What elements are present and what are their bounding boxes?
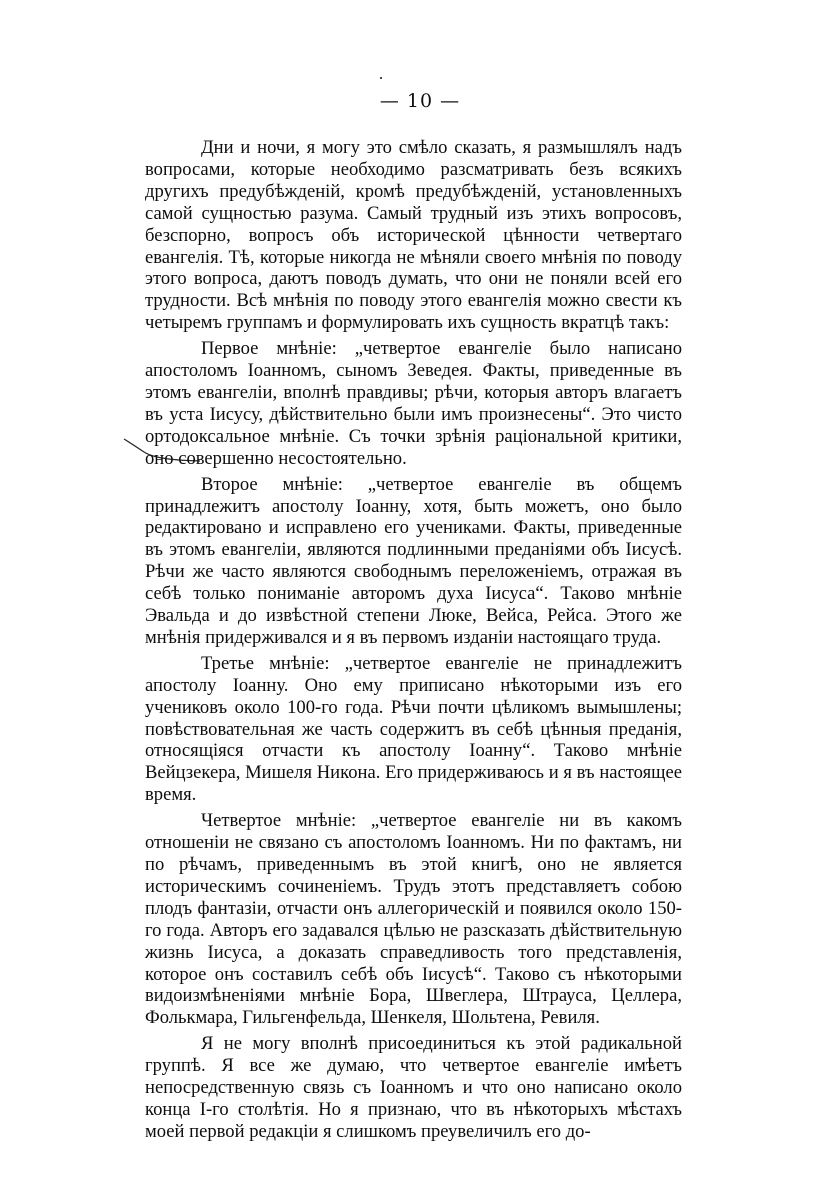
paragraph-intro: Дни и ночи, я могу это смѣло сказать, я размышлялъ надъ вопросами, которые необходимо разсматривать безъ всякихъ другихъ предубѣжденій, кромѣ предубѣжденій, установленныхъ самой сущностью разума. Самый трудный изъ этихъ вопросовъ, безспорно, вопросъ объ исторической цѣнности четвертаго евангелія. Тѣ, которые никогда не мѣняли своего мнѣнія по поводу этого вопроса, даютъ поводъ думать, что они не поняли всей его трудности. Всѣ мнѣнія по поводу этого евангелія можно свести къ четыремъ группамъ и формулировать ихъ сущность вкратцѣ такъ: [145, 137, 682, 334]
paragraph-fourth-opinion: Четвертое мнѣніе: „четвертое евангеліе ни въ какомъ отношеніи не связано съ апостоломъ Іоанномъ. Ни по фактамъ, ни по рѣчамъ, приведеннымъ въ этой книгѣ, оно не является историческимъ сочиненіемъ. Трудъ этотъ представляетъ собою плодъ фантазіи, отчасти онъ аллегорическій и появился около 150-го года. Авторъ его задавался цѣлью не разсказать дѣйствительную жизнь Іисуса, а доказать справедливость того представленія, которое онъ составилъ себѣ объ Іисусѣ“. Таково съ нѣкоторыми видоизмѣненіями мнѣніе Бора, Швеглера, Штрауса, Целлера, Фолькмара, Гильгенфельда, Шенкеля, Шольтена, Ревиля. [145, 810, 682, 1029]
body-text [145, 137, 682, 1143]
paragraph-first-opinion: Первое мнѣніе: „четвертое евангеліе было написано апостоломъ Іоанномъ, сыномъ Зеведея. Факты, приведенные въ этомъ евангеліи, вполнѣ правдивы; рѣчи, которыя авторъ влагаетъ въ уста Іисусу, дѣйствительно были имъ произнесены“. Это чисто ортодоксальное мнѣніе. Съ точки зрѣнія раціональной критики, оно совершенно несостоятельно. [145, 338, 682, 469]
paragraph-second-opinion: Второе мнѣніе: „четвертое евангеліе въ общемъ принадлежитъ апостолу Іоанну, хотя, быть можетъ, оно было редактировано и исправлено его учениками. Факты, приведенные въ этомъ евангеліи, являются подлинными преданіями объ Іисусѣ. Рѣчи же часто являются свободнымъ переложеніемъ, отражая въ себѣ только пониманіе авторомъ духа Іисуса“. Таково мнѣніе Эвальда и до извѣстной степени Люке, Вейса, Рейса. Этого же мнѣнія придерживался и я въ первомъ изданіи настоящаго труда. [145, 473, 682, 648]
paragraph-third-opinion: Третье мнѣніе: „четвертое евангеліе не принадлежитъ апостолу Іоанну. Оно ему приписано нѣкоторыми изъ его учениковъ около 100-го года. Рѣчи почти цѣликомъ вымышлены; повѣствовательная же часть содержитъ въ себѣ цѣнныя преданія, относящіяся отчасти къ апостолу Іоанну“. Таково мнѣніе Вейцзекера, Мишеля Никона. Его придерживаюсь и я въ настоящее время. [145, 652, 682, 806]
page-number: — 10 — [379, 90, 461, 112]
paragraph-conclusion: Я не могу вполнѣ присоединиться къ этой радикальной группѣ. Я все же думаю, что четвертое евангеліе имѣетъ непосредственную связь съ Іоанномъ и что оно написано около конца І-го столѣтія. Но я признаю, что въ нѣкоторыхъ мѣстахъ моей первой редакціи я слишкомъ преувеличилъ его до- [145, 1033, 682, 1142]
print-speck [380, 77, 382, 79]
